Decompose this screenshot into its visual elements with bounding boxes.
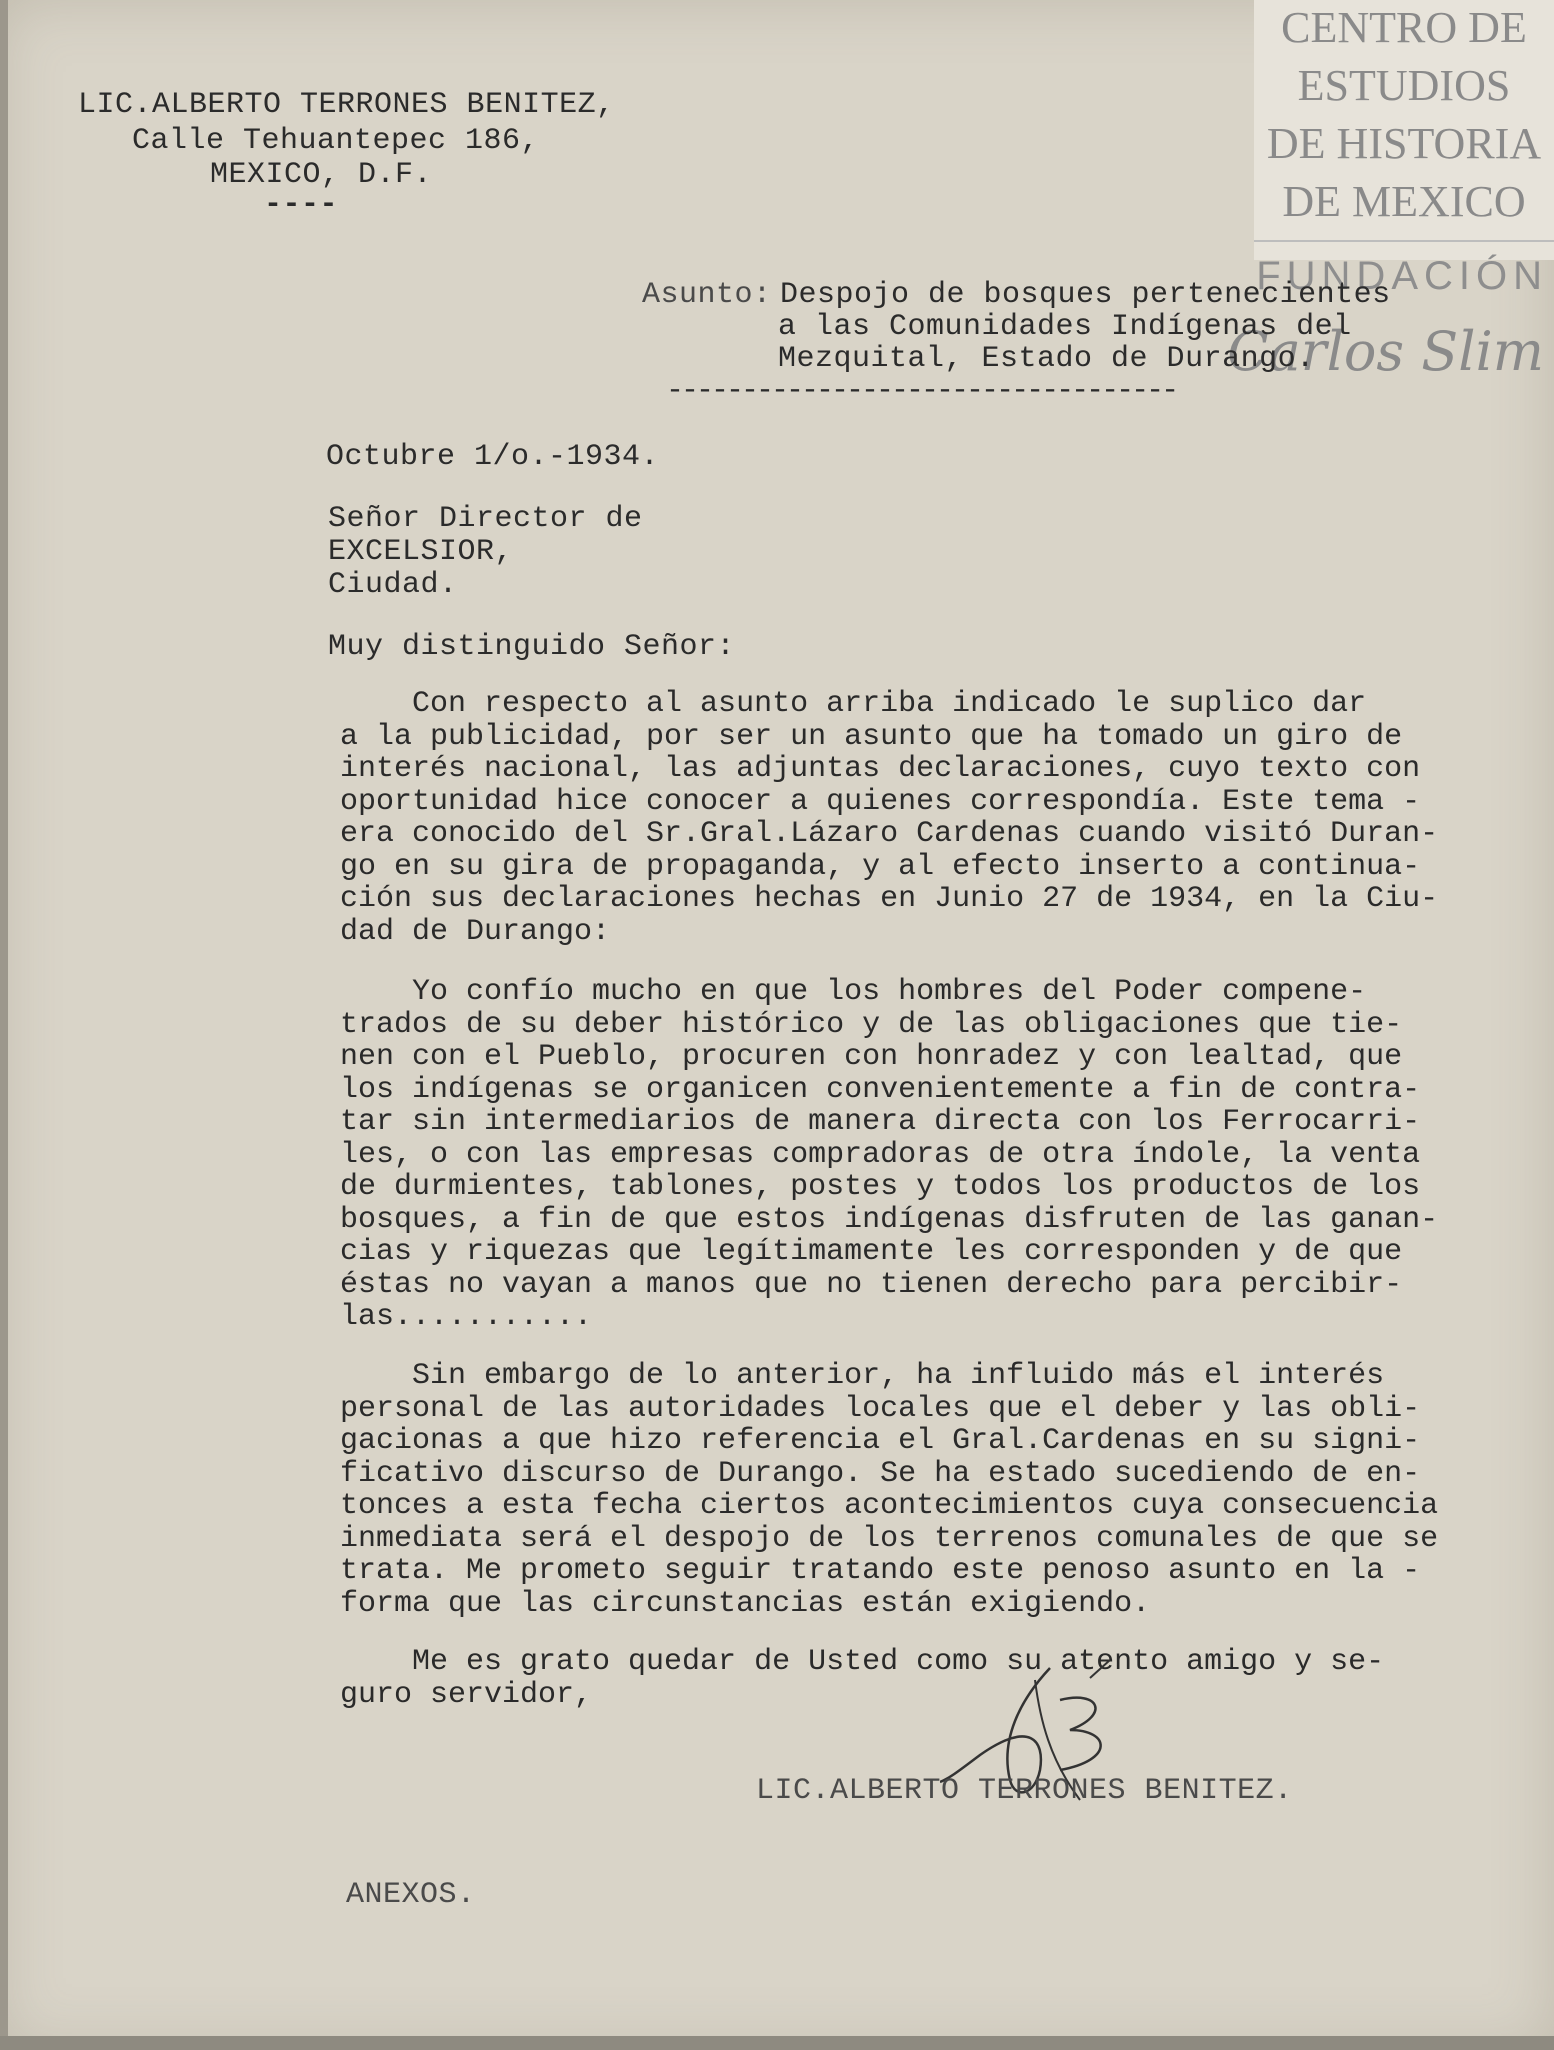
p4-line: Me es grato quedar de Usted como su atento amigo y se-	[340, 1645, 1385, 1679]
enclosures: ANEXOS.	[346, 1878, 476, 1912]
letterhead-street: Calle Tehuantepec 186,	[132, 124, 540, 158]
recipient-line-3: Ciudad.	[328, 568, 458, 602]
p2-line: de durmientes, tablones, postes y todos los productos de los	[340, 1170, 1421, 1204]
p3-line: personal de las autoridades locales que el deber y las obli-	[340, 1391, 1421, 1426]
subject-line-2: a las Comunidades Indígenas del	[778, 310, 1352, 344]
p2-line: bosques, a fin de que estos indígenas disfruten de las ganan-	[340, 1202, 1439, 1237]
p2-line: les, o con las empresas compradoras de otra índole, la venta	[340, 1137, 1421, 1172]
watermark-divider	[1254, 240, 1554, 242]
p2-line: trados de su deber histórico y de las obligaciones que tie-	[340, 1007, 1403, 1042]
p2-line: Yo confío mucho en que los hombres del Poder compene-	[340, 975, 1367, 1009]
watermark-signature-name: Carlos Slim	[1227, 320, 1544, 383]
archive-watermark	[1254, 0, 1554, 260]
p1-line: a la publicidad, por ser un asunto que ha tomado un giro de	[340, 719, 1403, 754]
p1-line: era conocido del Sr.Gral.Lázaro Cardenas cuando visitó Duran-	[340, 817, 1439, 851]
recipient-line-2: EXCELSIOR,	[328, 535, 514, 569]
p2-line: éstas no vayan a manos que no tienen derecho para percibir-	[340, 1267, 1403, 1302]
p2-line: nen con el Pueblo, procuren con honradez y con lealtad, que	[340, 1040, 1403, 1074]
salutation: Muy distinguido Señor:	[328, 630, 736, 664]
letterhead-rule: ----	[264, 188, 339, 222]
p3-line: trata. Me prometo seguir tratando este penoso asunto en la -	[340, 1554, 1421, 1588]
paragraph-2	[340, 976, 1490, 1334]
watermark-line-2: ESTUDIOS	[1297, 61, 1511, 110]
p1-line: dad de Durango:	[340, 914, 611, 949]
watermark-line-3: DE HISTORIA	[1266, 119, 1542, 168]
subject-line-1: Despojo de bosques pertenecientes	[780, 278, 1391, 312]
letterhead-name: LIC.ALBERTO TERRONES BENITEZ,	[78, 88, 615, 122]
watermark-line-4: DE MEXICO	[1282, 177, 1526, 226]
paragraph-1	[340, 688, 1490, 948]
p3-line: forma que las circunstancias están exigiendo.	[340, 1586, 1151, 1621]
letterhead-city: MEXICO, D.F.	[210, 158, 433, 192]
p1-line: Con respecto al asunto arriba indicado le suplico dar	[340, 687, 1367, 721]
recipient-line-1: Señor Director de	[328, 502, 643, 536]
p3-line: Sin embargo de lo anterior, ha influido más el interés	[340, 1359, 1385, 1393]
p2-line: tar sin intermediarios de manera directa con los Ferrocarri-	[340, 1105, 1421, 1139]
p4-line: guro servidor,	[340, 1677, 593, 1712]
p3-line: ficativo discurso de Durango. Se ha estado sucediendo de en-	[340, 1456, 1421, 1491]
p3-line: inmediata será el despojo de los terrenos comunales de que se	[340, 1521, 1439, 1556]
p3-line: tonces a esta fecha ciertos acontecimientos cuya consecuencia	[340, 1489, 1439, 1523]
subject-label: Asunto:	[642, 278, 772, 312]
page-left-edge	[0, 0, 8, 2050]
p1-line: interés nacional, las adjuntas declaraciones, cuyo texto con	[340, 752, 1421, 786]
paragraph-4	[340, 1646, 1490, 1711]
p2-line: los indígenas se organicen convenientemente a fin de contra-	[340, 1072, 1421, 1107]
signature-name: LIC.ALBERTO TERRONES BENITEZ.	[756, 1774, 1293, 1808]
subject-rule: ----------------------------------	[666, 374, 1177, 408]
p1-line: go en su gira de propaganda, y al efecto inserto a continua-	[340, 849, 1421, 884]
watermark-line-1: CENTRO DE	[1281, 3, 1527, 52]
p3-line: gacionas a que hizo referencia el Gral.Cardenas en su signi-	[340, 1424, 1421, 1458]
watermark-foundation: FUNDACIÓN	[1256, 254, 1548, 298]
letter-date: Octubre 1/o.-1934.	[326, 440, 660, 474]
paragraph-3	[340, 1360, 1490, 1620]
p1-line: ción sus declaraciones hechas en Junio 27 de 1934, en la Ciu-	[340, 882, 1439, 916]
p2-line: cias y riquezas que legítimamente les corresponden y de que	[340, 1235, 1403, 1269]
page-bottom-edge	[0, 2036, 1554, 2050]
p2-line: las...........	[340, 1300, 593, 1334]
subject-line-3: Mezquital, Estado de Durango.	[778, 342, 1315, 376]
p1-line: oportunidad hice conocer a quienes correspondía. Este tema -	[340, 784, 1421, 819]
